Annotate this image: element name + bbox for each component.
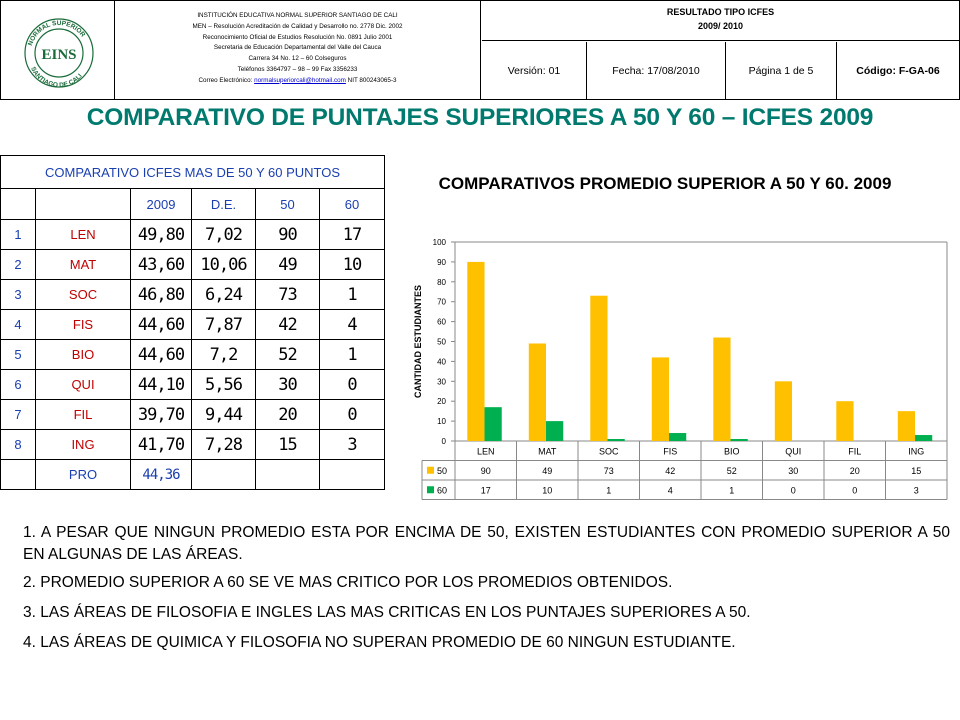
average-cell: 39,70 — [131, 400, 192, 430]
logo-cell — [1, 1, 115, 99]
data-label: 1 — [729, 485, 735, 496]
y-tick-label: 70 — [437, 297, 446, 307]
y-tick-label: 40 — [437, 357, 446, 367]
area-cell: QUI — [36, 370, 131, 400]
data-label: 4 — [667, 485, 673, 496]
row-index: 1 — [1, 220, 36, 250]
average-cell: 44,60 — [131, 340, 192, 370]
data-label: 20 — [849, 465, 860, 476]
institution-line: Secretaria de Educación Departamental del Valle del Cauca — [213, 44, 382, 52]
legend-swatch-50 — [427, 467, 434, 474]
x-tick-label: SOC — [598, 446, 619, 457]
result-title: RESULTADO TIPO ICFES — [666, 7, 775, 17]
note-4: 4. LAS ÁREAS DE QUIMICA Y FILOSOFIA NO SUPERAN PROMEDIO DE 60 NINGUN ESTUDIANTE. — [23, 634, 736, 651]
y-tick-label: 90 — [437, 257, 446, 267]
table-caption: COMPARATIVO ICFES MAS DE 50 Y 60 PUNTOS — [1, 156, 385, 189]
institution-info — [115, 1, 481, 99]
header-cell: D.E. — [192, 189, 256, 220]
over50-cell: 42 — [256, 310, 320, 340]
y-tick-label: 10 — [437, 417, 446, 427]
y-tick-label: 0 — [441, 437, 446, 446]
code-cell — [837, 42, 959, 99]
institution-line: MEN – Resolución Acreditación de Calidad y Desarrollo no. 2778 Dic. 2002 — [192, 22, 403, 30]
over50-cell: 20 — [256, 400, 320, 430]
version-cell — [482, 42, 587, 99]
stddev-cell: 7,02 — [192, 220, 256, 250]
result-year: 2009/ 2010 — [697, 21, 744, 31]
empty-cell — [192, 460, 256, 490]
average-cell: 44,10 — [131, 370, 192, 400]
pro-value: 44,36 — [131, 460, 192, 490]
data-label: 42 — [665, 465, 676, 476]
institution-line: Teléfonos 3364797 – 98 – 99 Fax 3356233 — [237, 65, 358, 73]
header-cell — [1, 189, 36, 220]
x-tick-label: QUI — [785, 446, 802, 457]
institution-line: Reconocimiento Oficial de Estudios Resolución No. 0891 Julio 2001 — [202, 33, 393, 41]
stddev-cell: 6,24 — [192, 280, 256, 310]
row-index: 5 — [1, 340, 36, 370]
nit-text: NIT 800243065-3 — [347, 76, 397, 84]
date-cell — [587, 42, 726, 99]
over60-cell: 10 — [320, 250, 385, 280]
stddev-cell: 5,56 — [192, 370, 256, 400]
average-cell: 43,60 — [131, 250, 192, 280]
table-row — [1, 340, 385, 370]
data-label: 73 — [603, 465, 614, 476]
data-label: 49 — [542, 465, 553, 476]
bar-chart — [400, 232, 950, 507]
area-cell: LEN — [36, 220, 131, 250]
table-row — [1, 430, 385, 460]
y-axis-label: CANTIDAD ESTUDIANTES — [413, 284, 423, 399]
page-text: Página 1 de 5 — [748, 64, 814, 77]
institution-line: INSTITUCIÓN EDUCATIVA NORMAL SUPERIOR SANTIAGO DE CALI — [197, 12, 398, 19]
stddev-cell: 9,44 — [192, 400, 256, 430]
area-cell: ING — [36, 430, 131, 460]
data-label: 30 — [788, 465, 799, 476]
stddev-cell: 7,2 — [192, 340, 256, 370]
school-logo — [1, 1, 114, 99]
y-tick-label: 100 — [432, 238, 446, 247]
stddev-cell: 7,28 — [192, 430, 256, 460]
table-row — [1, 220, 385, 250]
bar-50-fil — [836, 401, 853, 441]
area-cell: SOC — [36, 280, 131, 310]
bar-60-bio — [731, 439, 748, 441]
data-label: 1 — [606, 485, 612, 496]
data-label: 90 — [480, 465, 491, 476]
date-text: Fecha: 17/08/2010 — [612, 64, 700, 77]
contact-line — [115, 76, 480, 87]
institution-line: Carrera 34 No. 12 – 60 Colseguros — [248, 55, 347, 63]
bar-50-mat — [529, 343, 546, 441]
over50-cell: 52 — [256, 340, 320, 370]
over50-cell: 30 — [256, 370, 320, 400]
x-tick-label: FIL — [848, 446, 862, 457]
document-header — [0, 0, 960, 100]
row-index: 2 — [1, 250, 36, 280]
note-2: 2. PROMEDIO SUPERIOR A 60 SE VE MAS CRITICO POR LOS PROMEDIOS OBTENIDOS. — [23, 574, 673, 591]
table-row — [1, 280, 385, 310]
data-label: 17 — [480, 485, 491, 496]
bar-50-ing — [898, 411, 915, 441]
table-row-pro — [1, 460, 385, 490]
stddev-cell: 7,87 — [192, 310, 256, 340]
page-cell — [726, 42, 837, 99]
y-tick-label: 80 — [437, 277, 446, 287]
bar-60-soc — [608, 439, 625, 441]
pro-label: PRO — [36, 460, 131, 490]
table-header-row — [1, 189, 385, 220]
note-3: 3. LAS ÁREAS DE FILOSOFIA E INGLES LAS MAS CRITICAS EN LOS PUNTAJES SUPERIORES A 50. — [23, 604, 751, 621]
x-tick-label: BIO — [723, 446, 740, 457]
row-index: 3 — [1, 280, 36, 310]
header-cell: 50 — [256, 189, 320, 220]
legend-label: 60 — [437, 485, 448, 496]
logo-letters: EINS — [41, 47, 77, 63]
y-tick-label: 50 — [437, 337, 446, 347]
table-row — [1, 400, 385, 430]
area-cell: BIO — [36, 340, 131, 370]
row-index: 6 — [1, 370, 36, 400]
x-tick-label: LEN — [476, 446, 495, 457]
over60-cell: 17 — [320, 220, 385, 250]
logo-text-bottom: SANTIAGO DE CALI — [29, 65, 84, 90]
over60-cell: 3 — [320, 430, 385, 460]
average-cell: 44,60 — [131, 310, 192, 340]
bar-60-mat — [546, 421, 563, 441]
over50-cell: 15 — [256, 430, 320, 460]
header-cell — [36, 189, 131, 220]
over50-cell: 49 — [256, 250, 320, 280]
email-link[interactable]: normalsuperiorcali@hotmail.com — [254, 76, 346, 84]
data-label: 0 — [852, 485, 858, 496]
x-tick-label: FIS — [663, 446, 678, 457]
bar-50-soc — [590, 296, 607, 441]
logo-text-top: NORMAL SUPERIOR — [27, 19, 87, 47]
note-1: 1. A PESAR QUE NINGUN PROMEDIO ESTA POR ENCIMA DE 50, EXISTEN ESTUDIANTES CON PROMEDIO SUPERIOR A 50 EN ALGUNAS DE LAS ÁREAS. — [23, 524, 950, 563]
legend-swatch-60 — [427, 486, 434, 493]
over60-cell: 0 — [320, 400, 385, 430]
result-header — [482, 1, 959, 41]
header-cell: 60 — [320, 189, 385, 220]
data-label: 10 — [542, 485, 553, 496]
bar-60-ing — [915, 435, 932, 441]
legend-label: 50 — [437, 465, 448, 476]
row-index: 4 — [1, 310, 36, 340]
data-label: 15 — [911, 465, 922, 476]
table-caption-row — [1, 156, 385, 189]
comparison-table — [0, 155, 385, 490]
area-cell: FIL — [36, 400, 131, 430]
over60-cell: 1 — [320, 280, 385, 310]
empty-cell — [256, 460, 320, 490]
average-cell: 41,70 — [131, 430, 192, 460]
table-row — [1, 370, 385, 400]
y-tick-label: 20 — [437, 397, 446, 407]
over60-cell: 1 — [320, 340, 385, 370]
code-text: Código: F-GA-06 — [856, 64, 940, 77]
page-title: COMPARATIVO DE PUNTAJES SUPERIORES A 50 Y 60 – ICFES 2009 — [86, 104, 874, 131]
over60-cell: 0 — [320, 370, 385, 400]
y-tick-label: 60 — [437, 317, 446, 327]
svg-text:SANTIAGO DE CALI — [29, 66, 84, 89]
over60-cell: 4 — [320, 310, 385, 340]
empty-cell — [1, 460, 36, 490]
data-label: 52 — [726, 465, 737, 476]
conclusions — [23, 522, 950, 654]
email-label: Correo Electrónico: — [198, 76, 253, 84]
bar-50-qui — [775, 381, 792, 441]
empty-cell — [320, 460, 385, 490]
average-cell: 46,80 — [131, 280, 192, 310]
header-cell: 2009 — [131, 189, 192, 220]
over50-cell: 90 — [256, 220, 320, 250]
bar-50-bio — [713, 338, 730, 441]
data-label: 0 — [790, 485, 796, 496]
version-text: Versión: 01 — [507, 64, 561, 77]
data-label: 3 — [913, 485, 919, 496]
average-cell: 49,80 — [131, 220, 192, 250]
area-cell: MAT — [36, 250, 131, 280]
row-index: 7 — [1, 400, 36, 430]
over50-cell: 73 — [256, 280, 320, 310]
bar-60-len — [485, 407, 502, 441]
bar-60-fis — [669, 433, 686, 441]
table-row — [1, 250, 385, 280]
stddev-cell: 10,06 — [192, 250, 256, 280]
x-tick-label: ING — [908, 446, 925, 457]
bar-50-fis — [652, 357, 669, 441]
bar-50-len — [467, 262, 484, 441]
chart-title: COMPARATIVOS PROMEDIO SUPERIOR A 50 Y 60. 2009 — [438, 174, 892, 193]
x-tick-label: MAT — [538, 446, 557, 457]
area-cell: FIS — [36, 310, 131, 340]
y-tick-label: 30 — [437, 377, 446, 387]
row-index: 8 — [1, 430, 36, 460]
table-row — [1, 310, 385, 340]
